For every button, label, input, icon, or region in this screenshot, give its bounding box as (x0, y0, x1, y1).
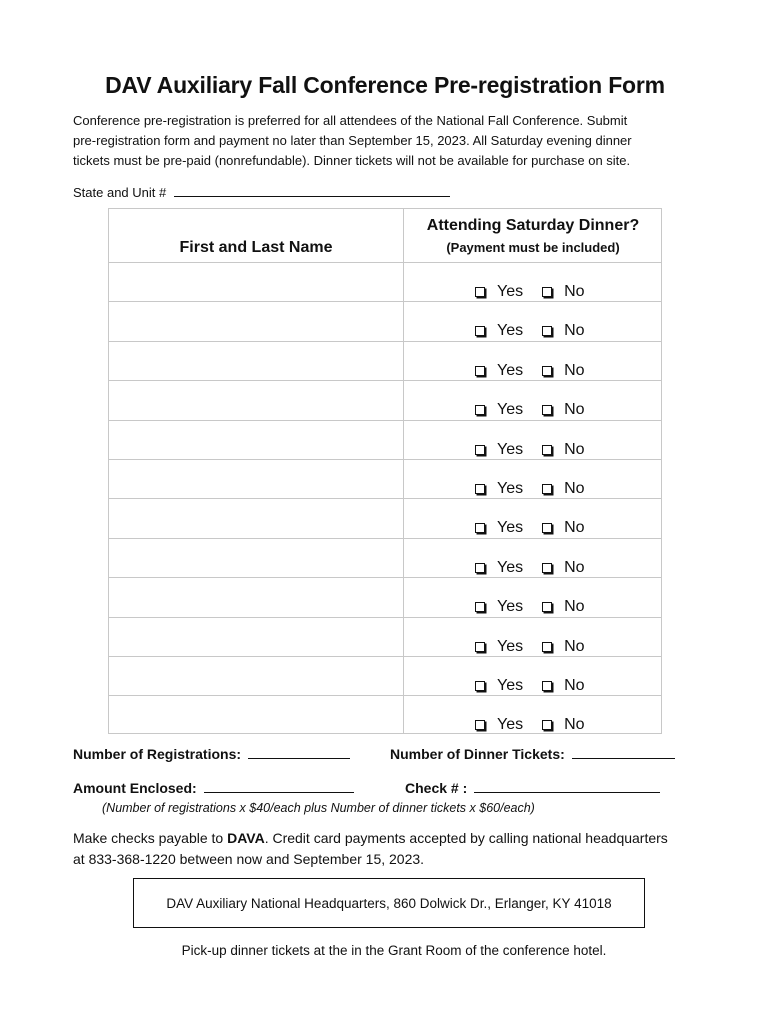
name-input[interactable] (109, 302, 403, 341)
check-number-input[interactable] (474, 780, 660, 793)
dinner-options (475, 421, 585, 460)
dinner-options (475, 499, 585, 538)
dinner-options (475, 381, 585, 420)
dinner-options (475, 618, 585, 657)
num-registrations-field (73, 746, 350, 762)
name-input[interactable] (109, 696, 403, 735)
table-row (109, 380, 661, 419)
table-row (109, 459, 661, 498)
no-label: No (564, 480, 585, 497)
name-input[interactable] (109, 499, 403, 538)
dinner-options (475, 263, 585, 302)
yes-option[interactable] (475, 716, 523, 734)
table-row (109, 262, 661, 301)
intro-line: pre-registration form and payment no later than September 15, 2023. All Saturday evening dinner (73, 133, 632, 148)
yes-option[interactable] (475, 480, 523, 498)
yes-checkbox-icon[interactable] (475, 445, 485, 455)
no-checkbox-icon[interactable] (542, 523, 552, 533)
intro-line: tickets must be pre-paid (nonrefundable). Dinner tickets will not be available for purchase on site. (73, 153, 631, 168)
yes-option[interactable] (475, 283, 523, 301)
payment-instructions (73, 828, 668, 870)
yes-checkbox-icon[interactable] (475, 563, 485, 573)
yes-label: Yes (497, 361, 524, 379)
yes-option[interactable] (475, 362, 523, 380)
no-checkbox-icon[interactable] (542, 366, 552, 376)
yes-option[interactable] (475, 598, 523, 616)
no-label: No (564, 322, 585, 340)
yes-label: Yes (497, 519, 524, 537)
no-checkbox-icon[interactable] (542, 602, 552, 612)
payable-prefix: Make checks payable to (73, 830, 228, 846)
no-option[interactable] (542, 480, 584, 498)
no-label: No (564, 440, 585, 458)
yes-checkbox-icon[interactable] (475, 681, 485, 691)
no-checkbox-icon[interactable] (542, 405, 552, 415)
yes-option[interactable] (475, 519, 523, 537)
no-option[interactable] (542, 638, 584, 656)
no-label: No (564, 558, 585, 576)
table-row (109, 341, 661, 380)
no-checkbox-icon[interactable] (542, 681, 552, 691)
no-option[interactable] (542, 519, 584, 537)
no-option[interactable] (542, 598, 584, 616)
yes-label: Yes (497, 440, 524, 458)
num-registrations-label: Number of Registrations: (73, 746, 242, 762)
dinner-options (475, 696, 585, 735)
yes-option[interactable] (475, 677, 523, 695)
yes-checkbox-icon[interactable] (475, 326, 485, 336)
form-title: DAV Auxiliary Fall Conference Pre-registration Form (105, 72, 665, 98)
no-option[interactable] (542, 559, 584, 577)
name-input[interactable] (109, 460, 403, 499)
yes-checkbox-icon[interactable] (475, 366, 485, 376)
dinner-options (475, 578, 585, 617)
no-checkbox-icon[interactable] (542, 642, 552, 652)
registration-table (108, 208, 662, 734)
no-checkbox-icon[interactable] (542, 484, 552, 494)
no-checkbox-icon[interactable] (542, 287, 552, 297)
no-checkbox-icon[interactable] (542, 720, 552, 730)
yes-checkbox-icon[interactable] (475, 405, 485, 415)
yes-label: Yes (497, 480, 524, 497)
name-column-header: First and Last Name (179, 239, 333, 256)
check-number-field (405, 780, 660, 796)
yes-option[interactable] (475, 441, 523, 459)
name-input[interactable] (109, 263, 403, 302)
hq-address-box (133, 878, 645, 928)
no-label: No (564, 716, 585, 734)
name-input[interactable] (109, 657, 403, 696)
no-option[interactable] (542, 401, 584, 419)
yes-option[interactable] (475, 638, 523, 656)
table-row (109, 656, 661, 695)
yes-label: Yes (497, 283, 524, 300)
yes-checkbox-icon[interactable] (475, 642, 485, 652)
table-row (109, 498, 661, 537)
no-option[interactable] (542, 362, 584, 380)
dinner-column-header (404, 217, 662, 255)
amount-enclosed-field (73, 780, 354, 796)
no-label: No (564, 519, 585, 537)
yes-label: Yes (497, 716, 524, 734)
num-registrations-input[interactable] (248, 746, 350, 759)
state-unit-input[interactable] (174, 184, 450, 197)
no-option[interactable] (542, 677, 584, 695)
num-dinner-tickets-label: Number of Dinner Tickets: (390, 746, 565, 762)
num-dinner-tickets-field (390, 746, 675, 762)
yes-checkbox-icon[interactable] (475, 602, 485, 612)
dinner-header-title: Attending Saturday Dinner? (426, 217, 640, 234)
dinner-options (475, 539, 585, 578)
yes-checkbox-icon[interactable] (475, 484, 485, 494)
payee-name: DAVA (227, 830, 265, 846)
name-input[interactable] (109, 578, 403, 617)
hq-address: DAV Auxiliary National Headquarters, 860 Dolwick Dr., Erlanger, KY 41018 (166, 895, 612, 911)
yes-checkbox-icon[interactable] (475, 720, 485, 730)
name-input[interactable] (109, 539, 403, 578)
table-row (109, 538, 661, 577)
yes-checkbox-icon[interactable] (475, 523, 485, 533)
yes-label: Yes (497, 677, 524, 694)
no-checkbox-icon[interactable] (542, 563, 552, 573)
dinner-options (475, 657, 585, 696)
name-input[interactable] (109, 342, 403, 381)
payment-line-1 (73, 828, 668, 849)
table-row (109, 577, 661, 616)
yes-label: Yes (497, 598, 524, 616)
no-label: No (564, 598, 585, 616)
yes-option[interactable] (475, 401, 523, 419)
num-dinner-tickets-input[interactable] (572, 746, 675, 759)
no-option[interactable] (542, 441, 584, 459)
yes-option[interactable] (475, 322, 523, 340)
dinner-options (475, 460, 585, 499)
table-row (109, 695, 661, 734)
name-input[interactable] (109, 421, 403, 460)
payable-suffix: . Credit card payments accepted by calling national headquarters (264, 830, 668, 846)
dinner-options (475, 302, 585, 341)
calculation-note: (Number of registrations x $40/each plus Number of dinner tickets x $60/each) (102, 801, 535, 815)
intro-line: Conference pre-registration is preferred for all attendees of the National Fall Conference. Submit (73, 113, 628, 128)
no-label: No (564, 401, 585, 419)
yes-label: Yes (497, 558, 524, 576)
no-option[interactable] (542, 322, 584, 340)
no-checkbox-icon[interactable] (542, 445, 552, 455)
intro-paragraph (73, 111, 723, 171)
dinner-options (475, 342, 585, 381)
yes-label: Yes (497, 401, 524, 419)
table-row (109, 301, 661, 340)
no-label: No (564, 637, 585, 655)
name-input[interactable] (109, 381, 403, 420)
no-label: No (564, 677, 585, 694)
check-number-label: Check # : (405, 780, 468, 796)
no-label: No (564, 283, 585, 300)
yes-label: Yes (497, 637, 524, 655)
dinner-header-subtitle: (Payment must be included) (446, 240, 620, 255)
amount-enclosed-label: Amount Enclosed: (73, 780, 197, 796)
table-row (109, 420, 661, 459)
pickup-note: Pick-up dinner tickets at the in the Grant Room of the conference hotel. (181, 943, 607, 958)
no-option[interactable] (542, 716, 584, 734)
payment-line-2: at 833-368-1220 between now and September 15, 2023. (73, 851, 425, 867)
state-unit-field (73, 184, 450, 200)
table-row (109, 617, 661, 656)
yes-label: Yes (497, 322, 524, 340)
amount-enclosed-input[interactable] (204, 780, 354, 793)
name-input[interactable] (109, 618, 403, 657)
no-option[interactable] (542, 283, 584, 301)
no-checkbox-icon[interactable] (542, 326, 552, 336)
yes-checkbox-icon[interactable] (475, 287, 485, 297)
state-unit-label: State and Unit # (73, 185, 167, 200)
yes-option[interactable] (475, 559, 523, 577)
no-label: No (564, 361, 585, 379)
